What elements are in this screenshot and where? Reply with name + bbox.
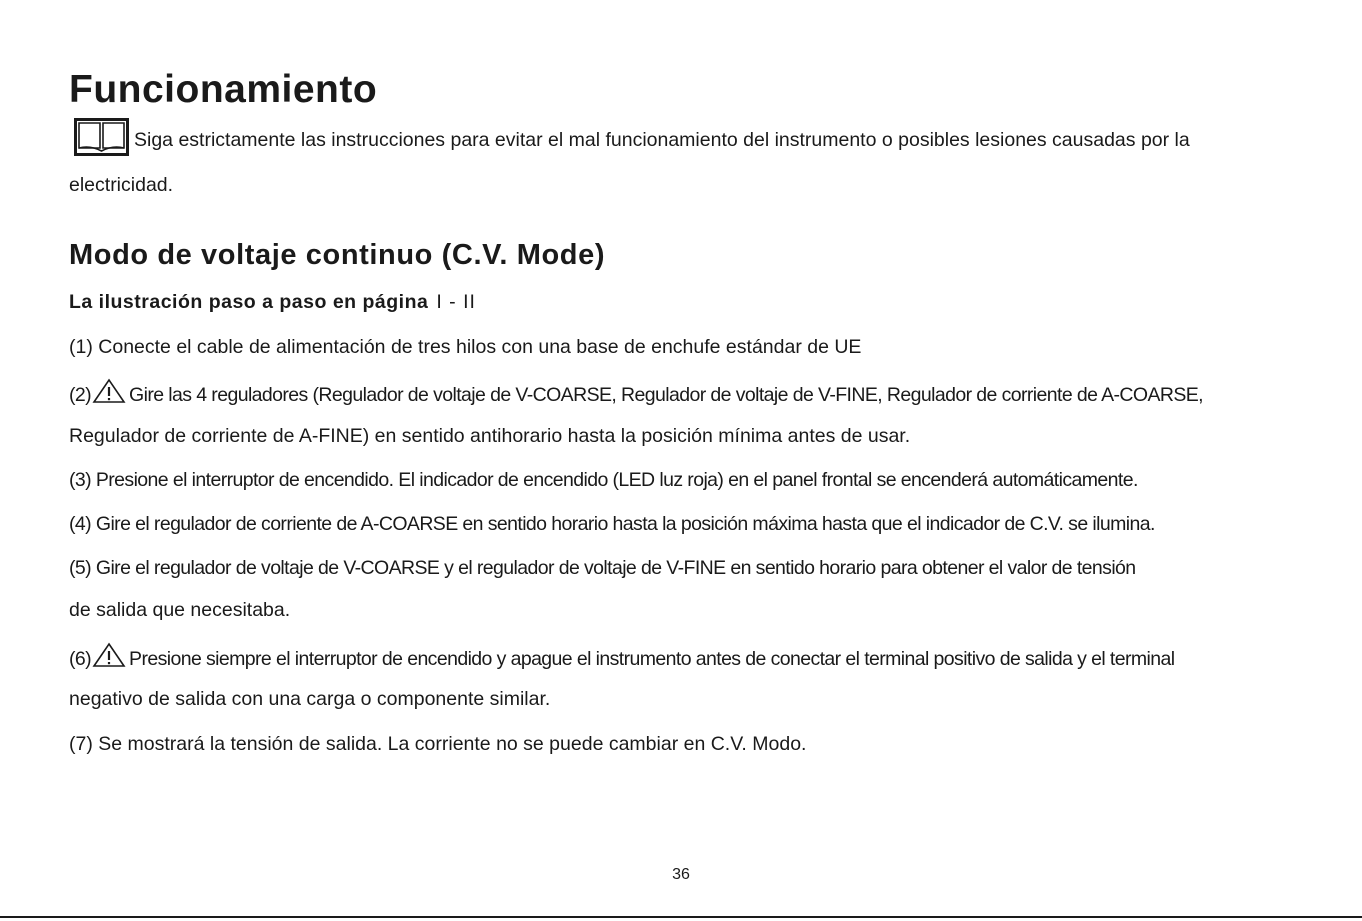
step-text: Conecte el cable de alimentación de tres hilos con una base de enchufe estándar de UE [98,336,862,358]
step-2-continued: Regulador de corriente de A-FINE) en sentido antihorario hasta la posición mínima antes de usar. [69,425,911,447]
step-number: (3) [69,469,92,491]
bottom-rule [0,916,1362,918]
step-2 [69,378,1203,408]
step-number: (1) [69,336,93,358]
subtitle-pages: I - II [436,291,476,313]
step-number: (6) [69,648,92,670]
section-subtitle [69,289,476,315]
step-text: Presione el interruptor de encendido. El indicador de encendido (LED luz roja) en el panel frontal se encenderá automáticamente. [95,469,1138,491]
step-5 [69,555,1136,581]
section-title: Modo de voltaje continuo (C.V. Mode) [69,239,606,271]
warning-icon [92,642,126,668]
step-text: Gire el regulador de voltaje de V-COARSE y el regulador de voltaje de V-FINE en sentido horario para obtener el valor de tensión [95,557,1136,579]
step-3 [69,467,1138,493]
page-number: 36 [672,866,690,883]
step-text: Presione siempre el interruptor de encendido y apague el instrumento antes de conectar el terminal positivo de salida y el terminal [129,648,1175,670]
intro-text-line-2: electricidad. [69,174,174,196]
step-number: (7) [69,733,93,755]
book-icon [74,118,129,156]
step-7 [69,731,806,757]
intro-text-line-1: Siga estrictamente las instrucciones para evitar el mal funcionamiento del instrumento o posibles lesiones causadas por la [134,129,1190,151]
step-number: (4) [69,513,92,535]
step-1 [69,334,861,360]
step-number: (2) [69,384,92,406]
step-text: Se mostrará la tensión de salida. La corriente no se puede cambiar en C.V. Modo. [98,733,807,755]
step-number: (5) [69,557,92,579]
step-text: Gire el regulador de corriente de A-COARSE en sentido horario hasta la posición máxima hasta que el indicador de C.V. se ilumina. [95,513,1155,535]
step-text: Gire las 4 reguladores (Regulador de voltaje de V-COARSE, Regulador de voltaje de V-FINE, Regulador de corriente de A-COARSE, [129,384,1203,406]
page-title: Funcionamiento [69,68,378,111]
subtitle-text: La ilustración paso a paso en página [69,291,429,313]
step-5-continued: de salida que necesitaba. [69,599,291,621]
step-4 [69,511,1155,537]
step-6 [69,642,1175,672]
warning-icon [92,378,126,404]
step-6-continued: negativo de salida con una carga o componente similar. [69,688,551,710]
